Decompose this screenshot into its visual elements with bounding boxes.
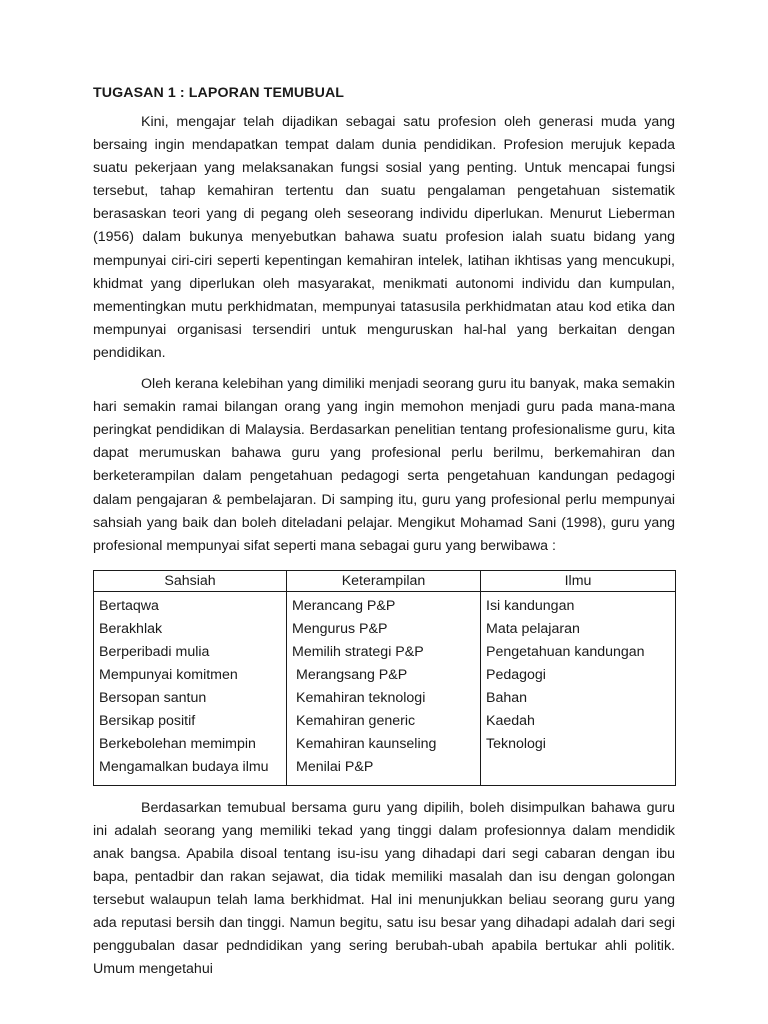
sahsiah-item: Mengamalkan budaya ilmu <box>99 759 269 776</box>
keterampilan-item: Kemahiran kaunseling <box>296 736 437 753</box>
sahsiah-item: Mempunyai komitmen <box>99 667 238 684</box>
table-body-row <box>94 591 676 785</box>
teacher-qualities-table <box>93 570 676 786</box>
table-header-row <box>94 570 676 591</box>
paragraph-2: Oleh kerana kelebihan yang dimiliki menjadi seorang guru itu banyak, maka semakin hari semakin ramai bilangan orang yang ingin memohon menjadi guru pada mana-mana peringkat pendidikan di Malaysia. Berdasarkan penelitian tentang profesionalisme guru, kita dapat merumuskan bahawa guru yang profesional perlu berilmu, berkemahiran dan berketerampilan dalam pengetahuan pedagogi serta pengetahuan kandungan pedagogi dalam pengajaran & pembelajaran. Di samping itu, guru yang profesional perlu mempunyai sahsiah yang baik dan boleh diteladani pelajar. Mengikut Mohamad Sani (1998), guru yang profesional mempunyai sifat seperti mana sebagai guru yang berwibawa : <box>93 376 675 554</box>
paragraph-1: Kini, mengajar telah dijadikan sebagai satu profesion oleh generasi muda yang bersaing ingin mendapatkan tempat dalam dunia pendidikan. Profesion merujuk kepada suatu pekerjaan yang melaksanakan fungsi sosial yang penting. Untuk mencapai fungsi tersebut, tahap kemahiran tertentu dan suatu pengalaman pengetahuan sistematik berasaskan teori yang di pegang oleh seseorang individu diperlukan. Menurut Lieberman (1956) dalam bukunya menyebutkan bahawa suatu profesion ialah suatu bidang yang mempunyai ciri-ciri seperti kepentingan kemahiran intelek, latihan ikhtisas yang mencukupi, khidmat yang diperlukan oleh masyarakat, menikmati autonomi individu dan kumpulan, mementingkan mutu perkhidmatan, mempunyai tatasusila perkhidmatan atau kod etika dan mempunyai organisasi tersendiri untuk menguruskan hal-hal yang berkaitan dengan pendidikan. <box>93 114 675 361</box>
sahsiah-item: Bersopan santun <box>99 690 207 707</box>
keterampilan-item: Merangsang P&P <box>296 667 408 684</box>
paragraph-3: Berdasarkan temubual bersama guru yang dipilih, boleh disimpulkan bahawa guru ini adalah seorang yang memiliki tekad yang tinggi dalam profesionnya dalam mendidik anak bangsa. Apabila disoal tentang isu-isu yang dihadapi dari segi cabaran dengan ibu bapa, pentadbir dan rakan sejawat, dia tidak memiliki masalah dan isu dengan golongan tersebut walaupun telah lama berkhidmat. Hal ini menunjukkan beliau seorang guru yang ada reputasi bersih dan tinggi. Namun begitu, satu isu besar yang dihadapi adalah dari segi penggubalan dasar pedndidikan yang sering berubah-ubah apabila bertukar ahli politik. Umum mengetahui <box>93 799 675 978</box>
keterampilan-item: Merancang P&P <box>292 597 396 614</box>
header-ilmu: Ilmu <box>481 570 676 591</box>
column-keterampilan <box>287 591 481 785</box>
column-sahsiah <box>94 591 287 785</box>
sahsiah-item: Berkebolehan memimpin <box>99 736 256 753</box>
keterampilan-item: Kemahiran generic <box>296 713 416 730</box>
keterampilan-item: Kemahiran teknologi <box>296 690 426 707</box>
ilmu-item: Kaedah <box>486 713 535 730</box>
ilmu-item: Pengetahuan kandungan <box>486 643 645 660</box>
ilmu-item: Pedagogi <box>486 667 546 684</box>
ilmu-item: Teknologi <box>486 736 546 753</box>
keterampilan-item: Memilih strategi P&P <box>292 643 424 660</box>
header-keterampilan: Keterampilan <box>287 570 481 591</box>
sahsiah-item: Berperibadi mulia <box>99 643 210 660</box>
document-title: TUGASAN 1 : LAPORAN TEMUBUAL <box>93 85 345 101</box>
keterampilan-item: Menilai P&P <box>296 759 374 776</box>
sahsiah-item: Berakhlak <box>99 620 163 637</box>
ilmu-item: Mata pelajaran <box>486 620 580 637</box>
sahsiah-item: Bertaqwa <box>99 597 159 614</box>
ilmu-item: Isi kandungan <box>486 597 575 614</box>
document-page <box>93 82 675 981</box>
column-ilmu <box>481 591 676 785</box>
header-sahsiah: Sahsiah <box>94 570 287 591</box>
keterampilan-item: Mengurus P&P <box>292 620 388 637</box>
ilmu-item: Bahan <box>486 690 528 707</box>
sahsiah-item: Bersikap positif <box>99 713 196 730</box>
